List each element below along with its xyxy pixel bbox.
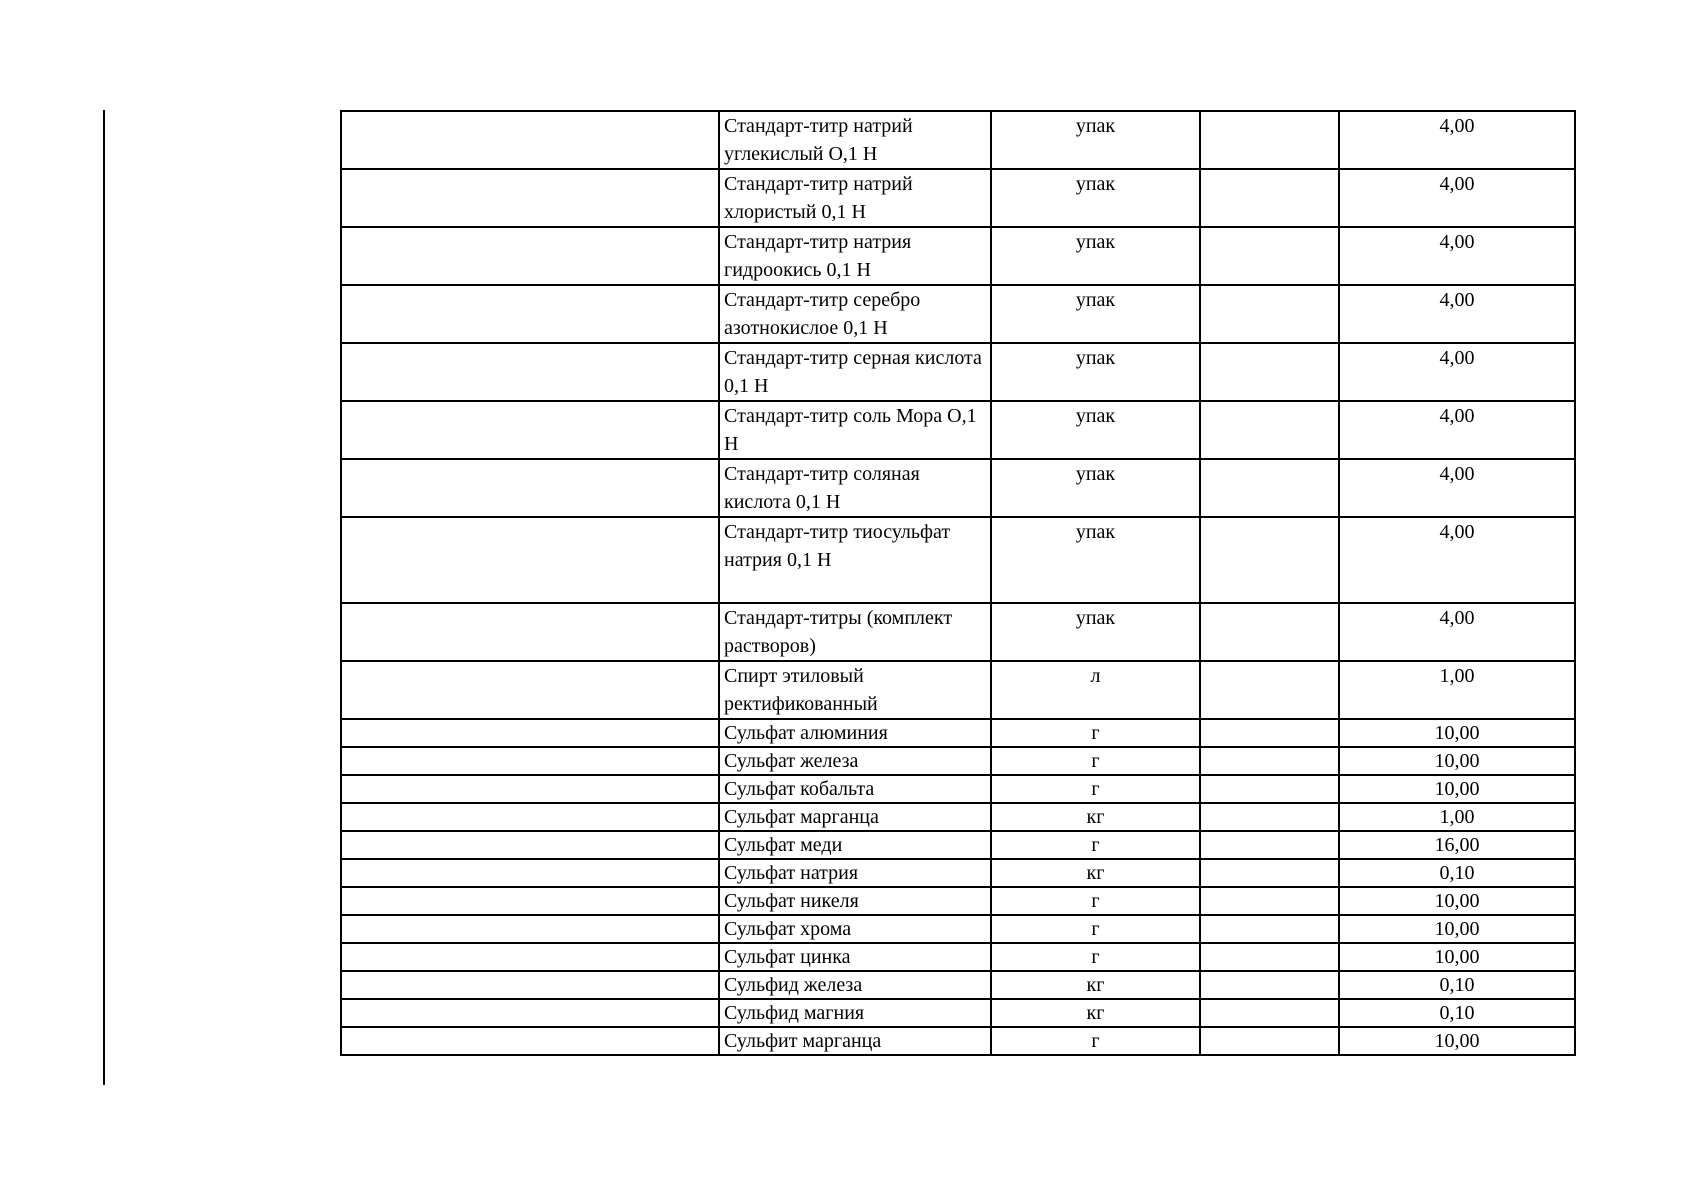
- empty-cell: [1200, 343, 1339, 401]
- quantity-cell: 10,00: [1339, 943, 1575, 971]
- item-name-cell: Стандарт-титры (комплект растворов): [719, 603, 991, 661]
- unit-cell: упак: [991, 517, 1200, 603]
- quantity-cell: 4,00: [1339, 227, 1575, 285]
- table-row: [341, 719, 1575, 747]
- empty-cell: [341, 831, 719, 859]
- empty-cell: [1200, 169, 1339, 227]
- empty-cell: [1200, 227, 1339, 285]
- unit-cell: г: [991, 775, 1200, 803]
- empty-cell: [341, 459, 719, 517]
- empty-cell: [341, 971, 719, 999]
- quantity-cell: 4,00: [1339, 111, 1575, 169]
- empty-cell: [341, 1027, 719, 1055]
- table-row: [341, 285, 1575, 343]
- table-row: [341, 999, 1575, 1027]
- empty-cell: [1200, 1027, 1339, 1055]
- item-name-cell: Сульфат железа: [719, 747, 991, 775]
- empty-cell: [341, 859, 719, 887]
- item-name-cell: Стандарт-титр тиосульфат натрия 0,1 Н: [719, 517, 991, 603]
- item-name-cell: Стандарт-титр соляная кислота 0,1 Н: [719, 459, 991, 517]
- unit-cell: г: [991, 887, 1200, 915]
- item-name-cell: Сульфид железа: [719, 971, 991, 999]
- unit-cell: упак: [991, 111, 1200, 169]
- table-row: [341, 859, 1575, 887]
- item-name-cell: Стандарт-титр натрия гидроокись 0,1 Н: [719, 227, 991, 285]
- item-name-cell: Сульфид магния: [719, 999, 991, 1027]
- empty-cell: [341, 343, 719, 401]
- empty-cell: [1200, 831, 1339, 859]
- empty-cell: [341, 915, 719, 943]
- empty-cell: [1200, 859, 1339, 887]
- empty-cell: [341, 517, 719, 603]
- empty-cell: [1200, 775, 1339, 803]
- empty-cell: [341, 775, 719, 803]
- empty-cell: [341, 943, 719, 971]
- item-name-cell: Стандарт-титр серная кислота 0,1 Н: [719, 343, 991, 401]
- empty-cell: [341, 603, 719, 661]
- empty-cell: [1200, 111, 1339, 169]
- empty-cell: [341, 747, 719, 775]
- empty-cell: [1200, 517, 1339, 603]
- unit-cell: упак: [991, 343, 1200, 401]
- unit-cell: упак: [991, 603, 1200, 661]
- quantity-cell: 4,00: [1339, 459, 1575, 517]
- quantity-cell: 10,00: [1339, 775, 1575, 803]
- table-row: [341, 227, 1575, 285]
- item-name-cell: Сульфит марганца: [719, 1027, 991, 1055]
- empty-cell: [341, 803, 719, 831]
- table-row: [341, 971, 1575, 999]
- quantity-cell: 4,00: [1339, 285, 1575, 343]
- table-row: [341, 343, 1575, 401]
- empty-cell: [1200, 803, 1339, 831]
- unit-cell: г: [991, 1027, 1200, 1055]
- table-row: [341, 887, 1575, 915]
- table-row: [341, 459, 1575, 517]
- quantity-cell: 1,00: [1339, 803, 1575, 831]
- empty-cell: [341, 719, 719, 747]
- empty-cell: [1200, 459, 1339, 517]
- quantity-cell: 1,00: [1339, 661, 1575, 719]
- page-margin-line: [103, 110, 105, 1085]
- empty-cell: [341, 661, 719, 719]
- empty-cell: [341, 111, 719, 169]
- empty-cell: [341, 227, 719, 285]
- empty-cell: [1200, 719, 1339, 747]
- empty-cell: [341, 169, 719, 227]
- unit-cell: г: [991, 943, 1200, 971]
- item-name-cell: Стандарт-титр натрий хлористый 0,1 Н: [719, 169, 991, 227]
- table-row: [341, 661, 1575, 719]
- item-name-cell: Стандарт-титр соль Мора О,1 Н: [719, 401, 991, 459]
- quantity-cell: 4,00: [1339, 343, 1575, 401]
- quantity-cell: 4,00: [1339, 517, 1575, 603]
- table-row: [341, 111, 1575, 169]
- item-name-cell: Сульфат меди: [719, 831, 991, 859]
- unit-cell: упак: [991, 169, 1200, 227]
- unit-cell: упак: [991, 401, 1200, 459]
- item-name-cell: Сульфат кобальта: [719, 775, 991, 803]
- item-name-cell: Сульфат натрия: [719, 859, 991, 887]
- item-name-cell: Сульфат никеля: [719, 887, 991, 915]
- empty-cell: [1200, 887, 1339, 915]
- unit-cell: л: [991, 661, 1200, 719]
- table-row: [341, 401, 1575, 459]
- empty-cell: [1200, 915, 1339, 943]
- empty-cell: [1200, 603, 1339, 661]
- unit-cell: кг: [991, 859, 1200, 887]
- quantity-cell: 0,10: [1339, 971, 1575, 999]
- table-row: [341, 747, 1575, 775]
- item-name-cell: Стандарт-титр серебро азотнокислое 0,1 Н: [719, 285, 991, 343]
- table-row: [341, 831, 1575, 859]
- item-name-cell: Сульфат марганца: [719, 803, 991, 831]
- quantity-cell: 10,00: [1339, 915, 1575, 943]
- empty-cell: [341, 999, 719, 1027]
- empty-cell: [1200, 999, 1339, 1027]
- item-name-cell: Сульфат алюминия: [719, 719, 991, 747]
- unit-cell: упак: [991, 227, 1200, 285]
- unit-cell: кг: [991, 999, 1200, 1027]
- empty-cell: [1200, 971, 1339, 999]
- quantity-cell: 0,10: [1339, 859, 1575, 887]
- item-name-cell: Стандарт-титр натрий углекислый О,1 Н: [719, 111, 991, 169]
- unit-cell: кг: [991, 971, 1200, 999]
- quantity-cell: 4,00: [1339, 401, 1575, 459]
- materials-table: [340, 110, 1576, 1056]
- table-row: [341, 517, 1575, 603]
- item-name-cell: Сульфат хрома: [719, 915, 991, 943]
- quantity-cell: 10,00: [1339, 719, 1575, 747]
- empty-cell: [1200, 747, 1339, 775]
- table-row: [341, 943, 1575, 971]
- empty-cell: [341, 285, 719, 343]
- unit-cell: г: [991, 915, 1200, 943]
- quantity-cell: 4,00: [1339, 169, 1575, 227]
- unit-cell: г: [991, 831, 1200, 859]
- quantity-cell: 10,00: [1339, 1027, 1575, 1055]
- materials-table-body: [341, 111, 1575, 1055]
- empty-cell: [341, 401, 719, 459]
- unit-cell: упак: [991, 459, 1200, 517]
- unit-cell: кг: [991, 803, 1200, 831]
- unit-cell: г: [991, 719, 1200, 747]
- table-row: [341, 603, 1575, 661]
- table-row: [341, 169, 1575, 227]
- item-name-cell: Спирт этиловый ректификованный: [719, 661, 991, 719]
- empty-cell: [1200, 943, 1339, 971]
- table-row: [341, 775, 1575, 803]
- unit-cell: г: [991, 747, 1200, 775]
- unit-cell: упак: [991, 285, 1200, 343]
- empty-cell: [1200, 401, 1339, 459]
- quantity-cell: 4,00: [1339, 603, 1575, 661]
- table-row: [341, 803, 1575, 831]
- table-row: [341, 1027, 1575, 1055]
- table-row: [341, 915, 1575, 943]
- quantity-cell: 0,10: [1339, 999, 1575, 1027]
- empty-cell: [1200, 285, 1339, 343]
- quantity-cell: 10,00: [1339, 747, 1575, 775]
- quantity-cell: 16,00: [1339, 831, 1575, 859]
- item-name-cell: Сульфат цинка: [719, 943, 991, 971]
- empty-cell: [1200, 661, 1339, 719]
- empty-cell: [341, 887, 719, 915]
- quantity-cell: 10,00: [1339, 887, 1575, 915]
